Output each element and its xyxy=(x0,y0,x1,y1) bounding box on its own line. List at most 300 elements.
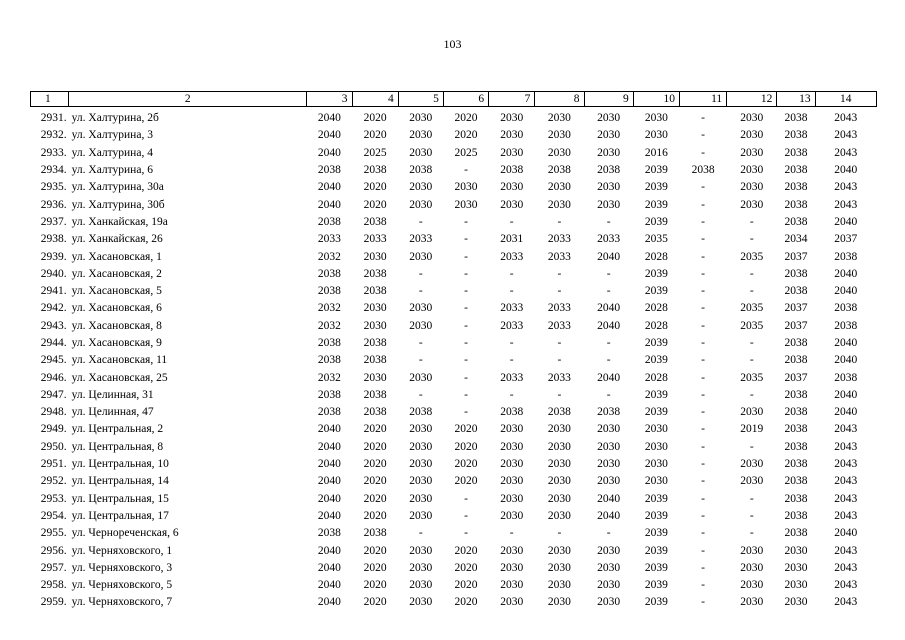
year-cell: 2038 xyxy=(500,406,524,419)
year-cell: 2038 xyxy=(784,285,808,298)
year-cell: 2038 xyxy=(363,337,387,349)
year-cell: 2038 xyxy=(784,440,808,453)
year-cell: 2030 xyxy=(547,440,571,453)
street-address: ул. Халтурина, 6 xyxy=(71,164,153,177)
year-cell: 2039 xyxy=(644,509,668,522)
year-cell: 2020 xyxy=(363,423,387,436)
year-cell: - xyxy=(701,354,705,367)
year-cell: 2030 xyxy=(500,440,524,453)
year-cell: 2030 xyxy=(740,146,764,159)
year-cell: 2030 xyxy=(500,458,524,471)
year-cell: 2043 xyxy=(834,458,858,471)
year-cell: 2030 xyxy=(644,440,668,453)
year-cell: 2030 xyxy=(644,475,668,488)
year-cell: 2043 xyxy=(834,596,858,609)
year-cell: 2040 xyxy=(597,302,621,315)
year-cell: - xyxy=(557,337,562,349)
year-cell: 2038 xyxy=(784,475,808,488)
year-cell: 2030 xyxy=(740,596,764,609)
year-cell: 2040 xyxy=(317,596,341,609)
year-cell: - xyxy=(749,267,754,280)
street-address: ул. Хасановская, 2 xyxy=(71,267,162,280)
year-cell: 2030 xyxy=(547,475,571,488)
year-cell: - xyxy=(509,388,514,401)
row-number: 2950. xyxy=(40,440,67,453)
year-cell: 2030 xyxy=(409,458,433,471)
year-cell: 2040 xyxy=(317,112,341,125)
year-cell: 2020 xyxy=(363,198,387,211)
table-row xyxy=(31,248,877,265)
year-cell: 2037 xyxy=(784,319,808,332)
row-number: 2951. xyxy=(40,458,67,471)
street-address: ул. Халтурина, 3 xyxy=(71,129,153,142)
year-cell: 2033 xyxy=(317,233,341,246)
table-row xyxy=(31,369,877,386)
year-cell: 2030 xyxy=(547,423,571,436)
year-cell: 2020 xyxy=(454,112,478,125)
year-cell: 2030 xyxy=(597,146,621,159)
year-cell: 2028 xyxy=(644,319,668,332)
column-header: 12 xyxy=(727,92,777,107)
year-cell: 2037 xyxy=(784,302,808,315)
year-cell: - xyxy=(701,406,705,419)
year-cell: 2030 xyxy=(409,250,433,263)
year-cell: 2043 xyxy=(834,492,858,505)
row-number: 2946. xyxy=(40,371,67,384)
year-cell: 2030 xyxy=(409,475,433,488)
year-cell: 2039 xyxy=(644,492,668,505)
year-cell: 2040 xyxy=(317,544,341,557)
year-cell: - xyxy=(606,337,611,349)
year-cell: - xyxy=(701,112,705,125)
column-header: 1 xyxy=(31,92,69,107)
year-cell: 2038 xyxy=(363,215,387,228)
year-cell: - xyxy=(701,233,705,246)
table-row xyxy=(31,352,877,369)
street-address: ул. Центральная, 2 xyxy=(71,423,164,436)
street-address: ул. Черняховского, 7 xyxy=(71,596,173,609)
year-cell: 2020 xyxy=(454,596,478,609)
row-number: 2936. xyxy=(40,198,67,211)
year-cell: 2030 xyxy=(547,492,571,505)
year-cell: 2030 xyxy=(409,319,433,332)
year-cell: 2030 xyxy=(409,544,433,557)
table-row xyxy=(31,127,877,144)
year-cell: 2043 xyxy=(834,475,858,488)
year-cell: 2038 xyxy=(363,267,387,280)
year-cell: - xyxy=(606,354,611,367)
year-cell: 2030 xyxy=(500,579,524,592)
year-cell: - xyxy=(464,302,468,315)
year-cell: 2033 xyxy=(547,371,571,384)
year-cell: 2030 xyxy=(597,423,621,436)
year-cell: - xyxy=(701,319,705,332)
year-cell: - xyxy=(701,440,705,453)
street-address: ул. Хасановская, 6 xyxy=(71,302,162,315)
year-cell: 2030 xyxy=(740,579,764,592)
table-row xyxy=(31,594,877,611)
year-cell: 2043 xyxy=(834,423,858,436)
year-cell: 2040 xyxy=(834,527,858,540)
year-cell: 2030 xyxy=(597,579,621,592)
year-cell: 2038 xyxy=(317,164,341,177)
table-row xyxy=(31,266,877,283)
column-header: 10 xyxy=(633,92,679,107)
year-cell: - xyxy=(464,406,468,419)
year-cell: 2040 xyxy=(834,388,858,401)
year-cell: 2039 xyxy=(644,337,668,349)
year-cell: 2020 xyxy=(363,561,387,574)
year-cell: 2030 xyxy=(784,596,808,609)
year-cell: 2030 xyxy=(644,129,668,142)
year-cell: 2030 xyxy=(597,475,621,488)
year-cell: 2030 xyxy=(409,112,433,125)
row-number: 2941. xyxy=(40,285,67,298)
year-cell: 2039 xyxy=(644,198,668,211)
row-number: 2955. xyxy=(40,527,67,540)
column-header: 7 xyxy=(489,92,535,107)
year-cell: - xyxy=(464,250,468,263)
table-row xyxy=(31,421,877,438)
year-cell: 2030 xyxy=(740,181,764,194)
year-cell: 2038 xyxy=(317,406,341,419)
column-header: 2 xyxy=(69,92,307,107)
year-cell: 2035 xyxy=(644,233,668,246)
street-address: ул. Хасановская, 5 xyxy=(71,285,162,298)
year-cell: 2030 xyxy=(454,181,478,194)
year-cell: 2030 xyxy=(409,181,433,194)
year-cell: 2040 xyxy=(317,579,341,592)
year-cell: - xyxy=(418,354,423,367)
year-cell: 2030 xyxy=(597,112,621,125)
row-number: 2959. xyxy=(40,596,67,609)
year-cell: 2030 xyxy=(454,198,478,211)
year-cell: 2030 xyxy=(409,198,433,211)
year-cell: 2030 xyxy=(409,302,433,315)
year-cell: 2043 xyxy=(834,579,858,592)
street-address: ул. Центральная, 8 xyxy=(71,440,164,453)
year-cell: 2040 xyxy=(597,371,621,384)
year-cell: 2030 xyxy=(740,458,764,471)
year-cell: 2033 xyxy=(500,319,524,332)
row-number: 2942. xyxy=(40,302,67,315)
table-row xyxy=(31,439,877,456)
year-cell: 2030 xyxy=(644,112,668,125)
row-number: 2945. xyxy=(40,354,67,367)
row-number: 2935. xyxy=(40,181,67,194)
street-address: ул. Черняховского, 3 xyxy=(71,561,173,574)
year-cell: 2038 xyxy=(597,164,621,177)
year-cell: 2038 xyxy=(409,164,433,177)
year-cell: 2030 xyxy=(500,198,524,211)
table-row xyxy=(31,577,877,594)
year-cell: 2038 xyxy=(784,164,808,177)
row-number: 2944. xyxy=(40,337,67,349)
year-cell: 2040 xyxy=(597,509,621,522)
year-cell: 2034 xyxy=(784,233,808,246)
street-address: ул. Целинная, 31 xyxy=(71,388,154,401)
year-cell: 2030 xyxy=(644,458,668,471)
street-address: ул. Хасановская, 9 xyxy=(71,337,162,349)
year-cell: 2038 xyxy=(363,406,387,419)
year-cell: - xyxy=(464,164,468,177)
table-row xyxy=(31,560,877,577)
year-cell: 2040 xyxy=(317,423,341,436)
year-cell: - xyxy=(701,371,705,384)
year-cell: - xyxy=(701,509,705,522)
year-cell: 2030 xyxy=(500,423,524,436)
year-cell: 2038 xyxy=(409,406,433,419)
year-cell: 2030 xyxy=(547,579,571,592)
year-cell: 2037 xyxy=(784,371,808,384)
year-cell: - xyxy=(701,250,705,263)
year-cell: - xyxy=(749,509,754,522)
year-cell: 2030 xyxy=(500,475,524,488)
year-cell: 2020 xyxy=(454,458,478,471)
year-cell: 2030 xyxy=(500,129,524,142)
header-row xyxy=(31,92,877,107)
year-cell: 2020 xyxy=(363,475,387,488)
year-cell: 2030 xyxy=(597,561,621,574)
year-cell: 2020 xyxy=(363,129,387,142)
table-row xyxy=(31,335,877,352)
year-cell: 2040 xyxy=(834,267,858,280)
year-cell: - xyxy=(606,388,611,401)
year-cell: 2030 xyxy=(409,440,433,453)
year-cell: - xyxy=(418,337,423,349)
year-cell: 2030 xyxy=(409,492,433,505)
year-cell: 2038 xyxy=(784,215,808,228)
year-cell: - xyxy=(464,371,468,384)
year-cell: 2030 xyxy=(740,112,764,125)
year-cell: 2038 xyxy=(784,354,808,367)
year-cell: 2030 xyxy=(363,371,387,384)
year-cell: 2020 xyxy=(363,544,387,557)
row-number: 2937. xyxy=(40,215,67,228)
year-cell: 2035 xyxy=(740,302,764,315)
year-cell: - xyxy=(701,215,705,228)
year-cell: 2039 xyxy=(644,215,668,228)
year-cell: 2020 xyxy=(363,440,387,453)
year-cell: 2030 xyxy=(500,509,524,522)
year-cell: - xyxy=(464,388,468,401)
year-cell: 2039 xyxy=(644,596,668,609)
year-cell: 2040 xyxy=(597,319,621,332)
year-cell: 2020 xyxy=(363,579,387,592)
year-cell: 2030 xyxy=(409,561,433,574)
column-header: 11 xyxy=(679,92,726,107)
year-cell: - xyxy=(701,146,705,159)
year-cell: 2030 xyxy=(784,544,808,557)
row-number: 2940. xyxy=(40,267,67,280)
street-address: ул. Центральная, 10 xyxy=(71,458,169,471)
street-address: ул. Черняховского, 1 xyxy=(71,544,173,557)
table-row xyxy=(31,145,877,162)
column-header: 4 xyxy=(352,92,398,107)
year-cell: 2030 xyxy=(363,319,387,332)
year-cell: 2030 xyxy=(597,181,621,194)
year-cell: - xyxy=(606,285,611,298)
street-address: ул. Ханкайская, 19а xyxy=(71,215,168,228)
year-cell: - xyxy=(464,337,468,349)
table-row xyxy=(31,196,877,213)
year-cell: 2038 xyxy=(834,250,858,263)
row-number: 2952. xyxy=(40,475,67,488)
year-cell: 2030 xyxy=(740,561,764,574)
year-cell: 2030 xyxy=(500,561,524,574)
year-cell: 2028 xyxy=(644,302,668,315)
column-header: 8 xyxy=(535,92,584,107)
year-cell: 2030 xyxy=(500,492,524,505)
year-cell: 2043 xyxy=(834,544,858,557)
year-cell: - xyxy=(464,233,468,246)
year-cell: 2040 xyxy=(317,561,341,574)
year-cell: 2030 xyxy=(547,561,571,574)
year-cell: 2039 xyxy=(644,267,668,280)
table-row xyxy=(31,214,877,231)
row-number: 2947. xyxy=(40,388,67,401)
year-cell: - xyxy=(418,388,423,401)
table-row xyxy=(31,300,877,317)
table-row xyxy=(31,491,877,508)
year-cell: 2043 xyxy=(834,561,858,574)
year-cell: 2040 xyxy=(834,354,858,367)
page-number: 103 xyxy=(443,37,462,51)
year-cell: - xyxy=(464,354,468,367)
year-cell: 2038 xyxy=(784,337,808,349)
year-cell: - xyxy=(418,215,423,228)
year-cell: 2032 xyxy=(317,319,341,332)
year-cell: 2038 xyxy=(834,371,858,384)
year-cell: 2035 xyxy=(740,371,764,384)
schedule-table xyxy=(30,91,877,612)
year-cell: 2030 xyxy=(740,406,764,419)
year-cell: - xyxy=(464,215,468,228)
year-cell: 2033 xyxy=(363,233,387,246)
year-cell: - xyxy=(701,492,705,505)
street-address: ул. Халтурина, 4 xyxy=(71,146,153,159)
year-cell: 2033 xyxy=(547,233,571,246)
year-cell: 2030 xyxy=(409,509,433,522)
year-cell: - xyxy=(606,527,611,540)
year-cell: - xyxy=(701,302,705,315)
year-cell: - xyxy=(701,596,705,609)
year-cell: 2038 xyxy=(317,527,341,540)
year-cell: 2040 xyxy=(834,285,858,298)
year-cell: - xyxy=(701,285,705,298)
year-cell: 2038 xyxy=(784,406,808,419)
year-cell: 2025 xyxy=(454,146,478,159)
row-number: 2931. xyxy=(40,112,67,125)
year-cell: 2030 xyxy=(547,181,571,194)
year-cell: 2043 xyxy=(834,509,858,522)
street-address: ул. Халтурина, 30а xyxy=(71,181,164,194)
year-cell: 2030 xyxy=(784,561,808,574)
row-number: 2934. xyxy=(40,164,67,177)
year-cell: 2038 xyxy=(363,164,387,177)
year-cell: 2030 xyxy=(740,129,764,142)
year-cell: 2030 xyxy=(547,146,571,159)
year-cell: 2033 xyxy=(500,371,524,384)
year-cell: 2040 xyxy=(834,406,858,419)
row-number: 2939. xyxy=(40,250,67,263)
table-body xyxy=(31,107,877,612)
year-cell: - xyxy=(464,492,468,505)
year-cell: 2020 xyxy=(363,458,387,471)
table-row xyxy=(31,179,877,196)
year-cell: 2033 xyxy=(409,233,433,246)
year-cell: - xyxy=(464,267,468,280)
table-header xyxy=(31,92,877,107)
year-cell: - xyxy=(557,215,562,228)
year-cell: 2030 xyxy=(547,596,571,609)
table-row xyxy=(31,387,877,404)
year-cell: 2020 xyxy=(454,544,478,557)
year-cell: 2039 xyxy=(644,285,668,298)
street-address: ул. Хасановская, 11 xyxy=(71,354,168,367)
street-address: ул. Центральная, 15 xyxy=(71,492,169,505)
year-cell: 2043 xyxy=(834,198,858,211)
year-cell: 2020 xyxy=(363,509,387,522)
year-cell: 2030 xyxy=(547,509,571,522)
year-cell: 2035 xyxy=(740,250,764,263)
year-cell: - xyxy=(749,388,754,401)
street-address: ул. Хасановская, 8 xyxy=(71,319,162,332)
year-cell: 2030 xyxy=(784,579,808,592)
year-cell: - xyxy=(749,285,754,298)
year-cell: 2030 xyxy=(363,250,387,263)
street-address: ул. Хасановская, 1 xyxy=(71,250,162,263)
year-cell: - xyxy=(418,267,423,280)
year-cell: 2039 xyxy=(644,406,668,419)
year-cell: 2038 xyxy=(784,509,808,522)
year-cell: - xyxy=(701,458,705,471)
year-cell: 2037 xyxy=(834,233,858,246)
year-cell: 2030 xyxy=(597,198,621,211)
year-cell: 2038 xyxy=(597,406,621,419)
year-cell: 2043 xyxy=(834,112,858,125)
year-cell: - xyxy=(464,527,468,540)
year-cell: 2020 xyxy=(454,475,478,488)
year-cell: - xyxy=(701,475,705,488)
row-number: 2954. xyxy=(40,509,67,522)
year-cell: 2038 xyxy=(317,285,341,298)
year-cell: 2040 xyxy=(597,250,621,263)
year-cell: 2030 xyxy=(597,458,621,471)
row-number: 2949. xyxy=(40,423,67,436)
year-cell: 2040 xyxy=(834,337,858,349)
year-cell: 2040 xyxy=(317,509,341,522)
year-cell: 2035 xyxy=(740,319,764,332)
year-cell: 2038 xyxy=(691,164,715,177)
year-cell: - xyxy=(606,267,611,280)
year-cell: 2037 xyxy=(784,250,808,263)
year-cell: 2040 xyxy=(317,458,341,471)
year-cell: 2030 xyxy=(547,544,571,557)
street-address: ул. Ханкайская, 26 xyxy=(71,233,163,246)
year-cell: - xyxy=(557,267,562,280)
year-cell: 2040 xyxy=(597,492,621,505)
year-cell: 2020 xyxy=(454,579,478,592)
year-cell: 2033 xyxy=(597,233,621,246)
year-cell: 2028 xyxy=(644,250,668,263)
year-cell: 2028 xyxy=(644,371,668,384)
year-cell: 2031 xyxy=(500,233,524,246)
year-cell: 2038 xyxy=(317,388,341,401)
year-cell: 2030 xyxy=(740,164,764,177)
year-cell: - xyxy=(464,509,468,522)
year-cell: 2038 xyxy=(784,388,808,401)
